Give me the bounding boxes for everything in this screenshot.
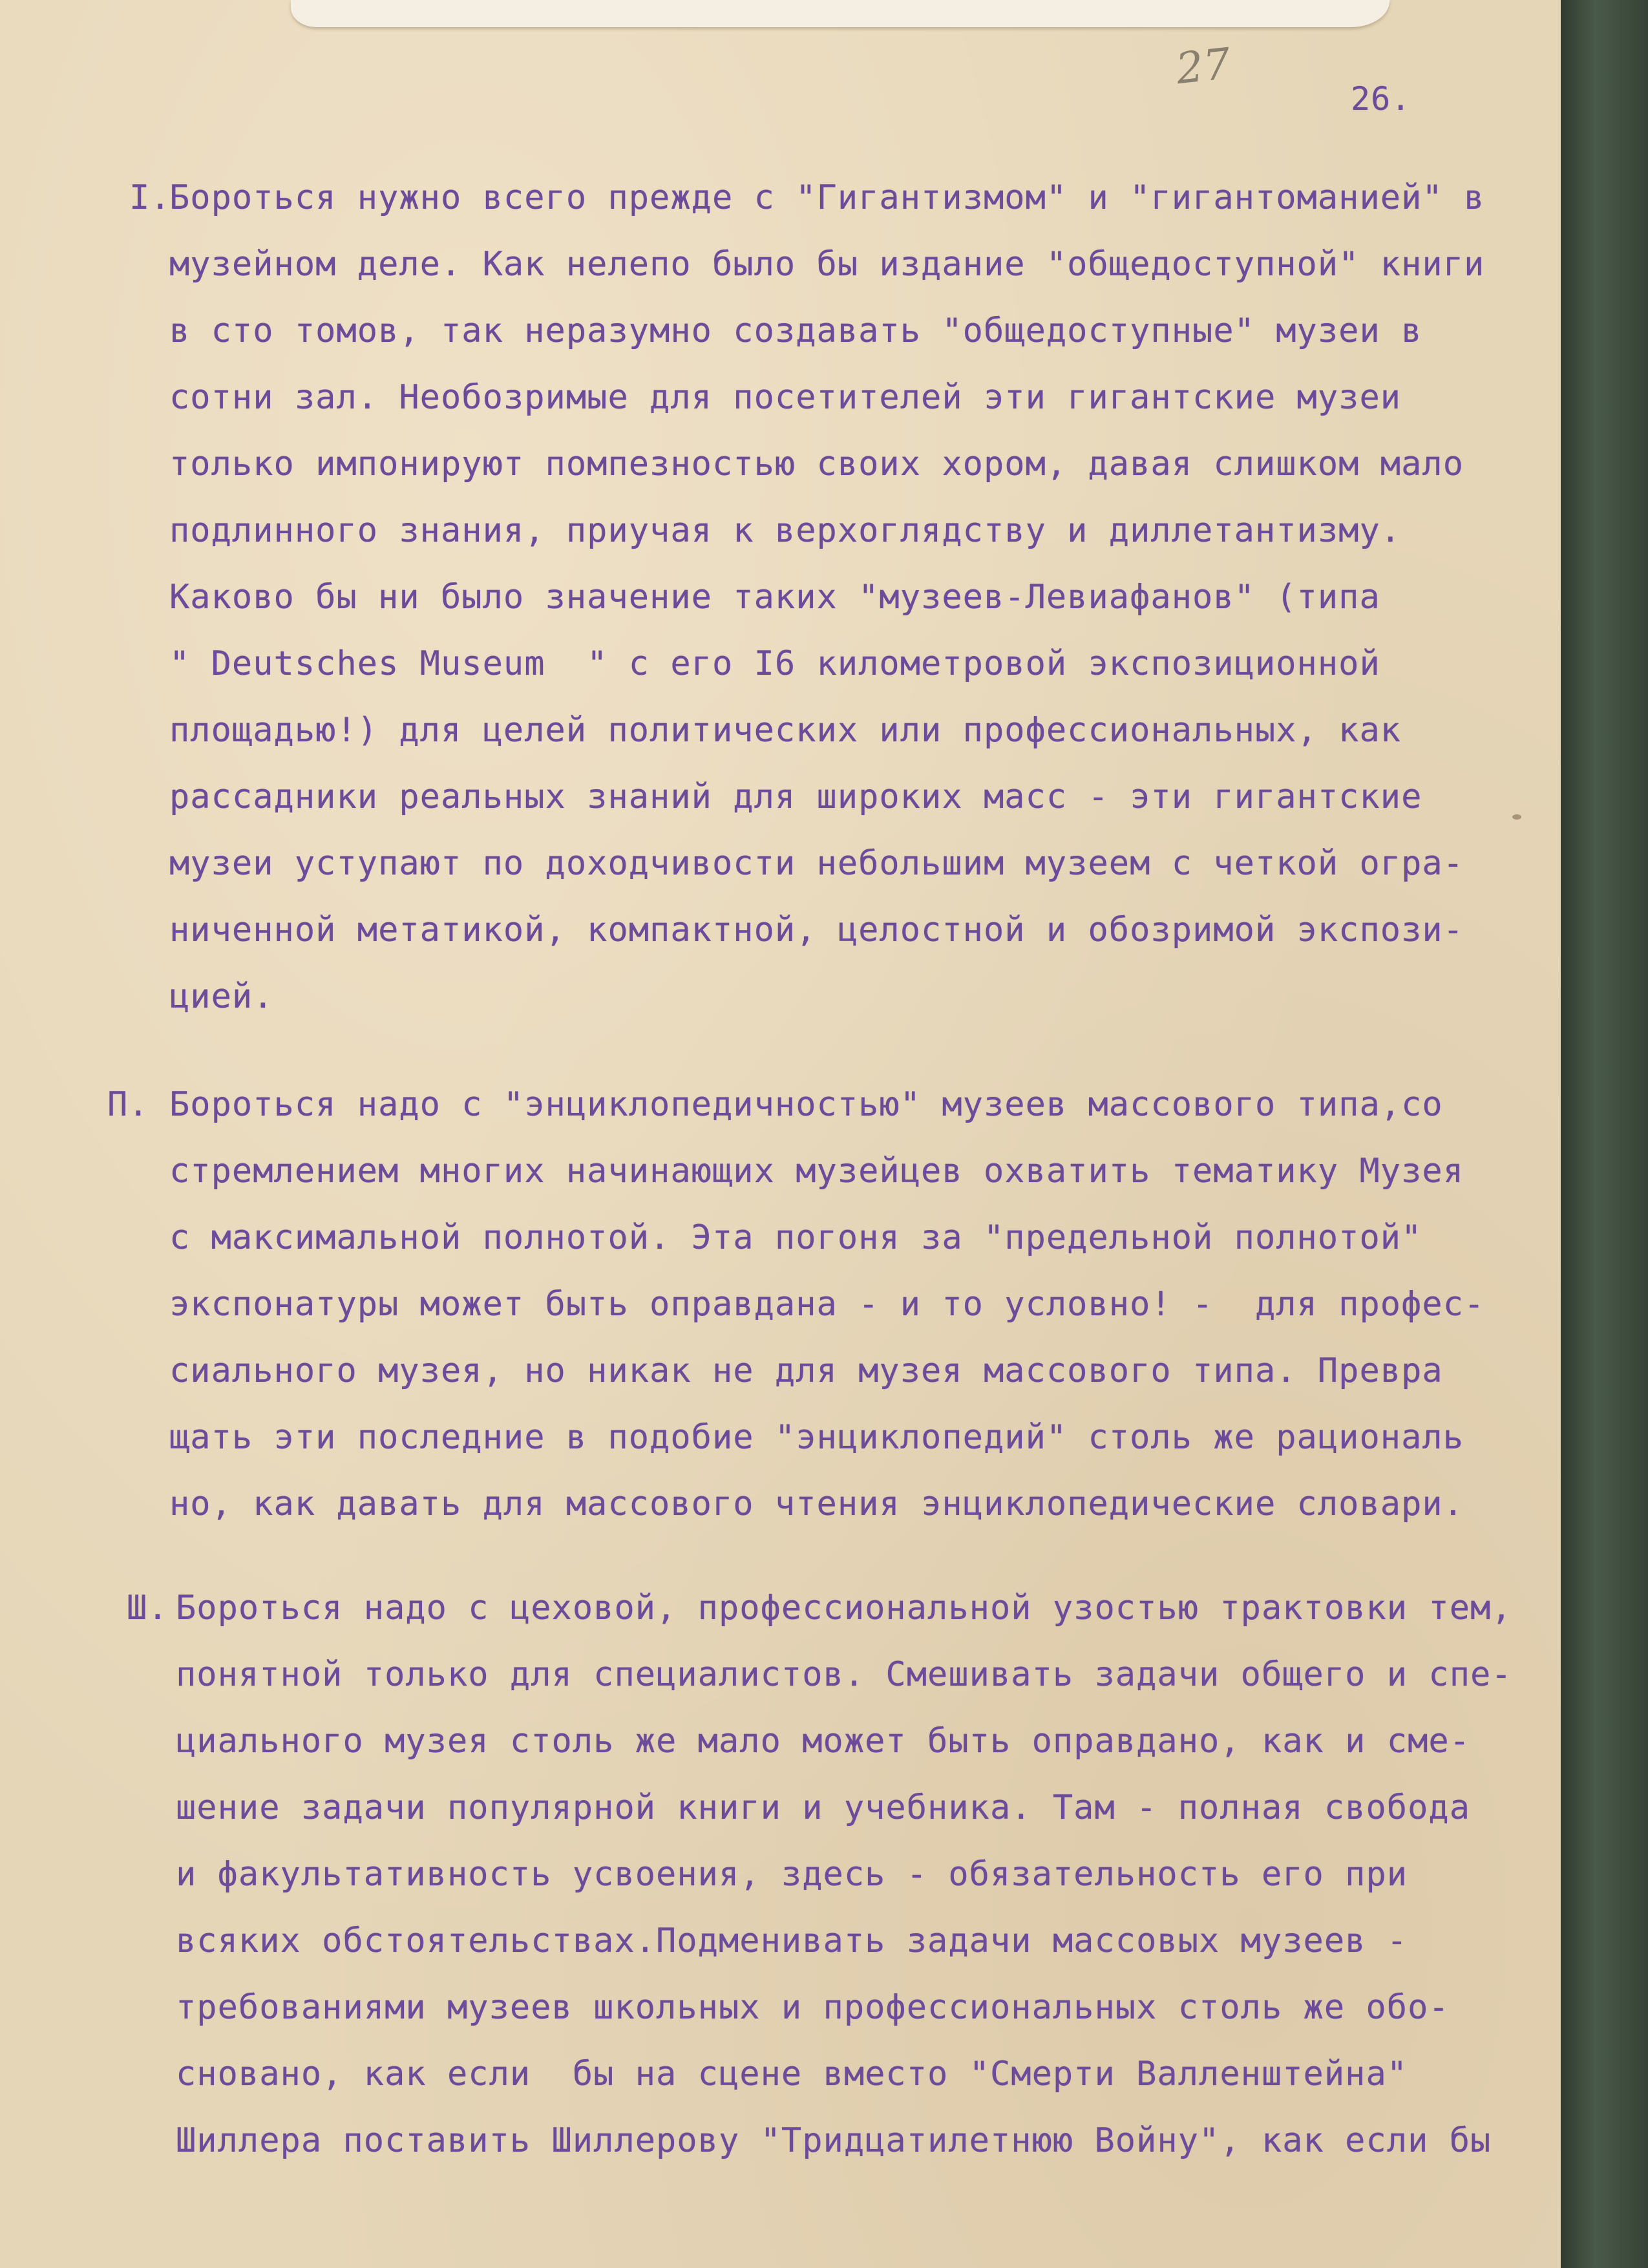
- paragraph-1-line-10: рассадники реальных знаний для широких масс - эти гигантские: [169, 778, 1422, 816]
- paragraph-3-line-3: циального музея столь же мало может быть оправдано, как и сме-: [176, 1722, 1471, 1761]
- scanner-background-edge: [1561, 0, 1648, 2268]
- paragraph-2-line-5: сиального музея, но никак не для музея массового типа. Превра: [169, 1351, 1443, 1390]
- paragraph-1-line-8: " Deutsches Museum " с его I6 километровой экспозиционной: [169, 644, 1380, 683]
- paragraph-2-line-3: с максимальной полнотой. Эта погоня за "предельной полнотой": [169, 1218, 1422, 1257]
- paragraph-3-line-7: требованиями музеев школьных и профессиональных столь же обо-: [176, 1988, 1450, 2027]
- paragraph-2-line-4: экспонатуры может быть оправдана - и то условно! - для профес-: [169, 1285, 1485, 1324]
- paragraph-3-line-9: Шиллера поставить Шиллерову "Тридцатилетнюю Войну", как если бы: [176, 2121, 1492, 2160]
- paragraph-2-line-7: но, как давать для массового чтения энциклопедические словари.: [169, 1485, 1464, 1523]
- paragraph-3-line-5: и факультативность усвоения, здесь - обязательность его при: [176, 1855, 1408, 1894]
- paragraph-3-marker: Ш.: [127, 1589, 169, 1627]
- attached-paper-tab: [291, 0, 1389, 27]
- paragraph-1-line-12: ниченной метатикой, компактной, целостной и обозримой экспози-: [169, 911, 1464, 949]
- paragraph-3-line-1: Бороться надо с цеховой, профессиональной узостью трактовки тем,: [176, 1589, 1512, 1627]
- paragraph-1-line-5: только импонируют помпезностью своих хором, давая слишком мало: [169, 445, 1464, 483]
- paragraph-1-line-6: подлинного знания, приучая к верхоглядству и диллетантизму.: [169, 511, 1402, 550]
- paragraph-2-line-1: Бороться надо с "энциклопедичностью" музеев массового типа,со: [169, 1085, 1443, 1124]
- paragraph-3-line-2: понятной только для специалистов. Смешивать задачи общего и спе-: [176, 1655, 1512, 1694]
- paragraph-1-line-2: музейном деле. Как нелепо было бы издание "общедоступной" книги: [169, 245, 1485, 284]
- margin-ink-mark: [1512, 814, 1521, 820]
- paragraph-1-line-4: сотни зал. Необозримые для посетителей эти гигантские музеи: [169, 378, 1402, 417]
- paragraph-3-line-4: шение задачи популярной книги и учебника. Там - полная свобода: [176, 1788, 1471, 1827]
- paragraph-1-line-1: Бороться нужно всего прежде с "Гигантизмом" и "гигантоманией" в: [169, 178, 1485, 217]
- paragraph-3-line-6: всяких обстоятельствах.Подменивать задачи массовых музеев -: [176, 1922, 1408, 1960]
- paragraph-2-marker: П.: [107, 1085, 149, 1124]
- archive-number: 27: [1174, 38, 1233, 94]
- paragraph-1-line-7: Каково бы ни было значение таких "музеев-Левиафанов" (типа: [169, 578, 1380, 617]
- page-number: 26.: [1351, 80, 1411, 118]
- paragraph-1-line-13: цией.: [169, 977, 274, 1016]
- paragraph-2-line-2: стремлением многих начинающих музейцев охватить тематику Музея: [169, 1152, 1464, 1191]
- paragraph-3-line-8: сновано, как если бы на сцене вместо "Смерти Валленштейна": [176, 2055, 1408, 2093]
- paragraph-1-line-11: музеи уступают по доходчивости небольшим музеем с четкой огра-: [169, 844, 1464, 883]
- paragraph-2-line-6: щать эти последние в подобие "энциклопедий" столь же рациональ: [169, 1418, 1464, 1457]
- paragraph-1-marker: I.: [129, 178, 171, 217]
- paragraph-1-line-9: площадью!) для целей политических или профессиональных, как: [169, 711, 1402, 750]
- paragraph-1-line-3: в сто томов, так неразумно создавать "общедоступные" музеи в: [169, 312, 1422, 350]
